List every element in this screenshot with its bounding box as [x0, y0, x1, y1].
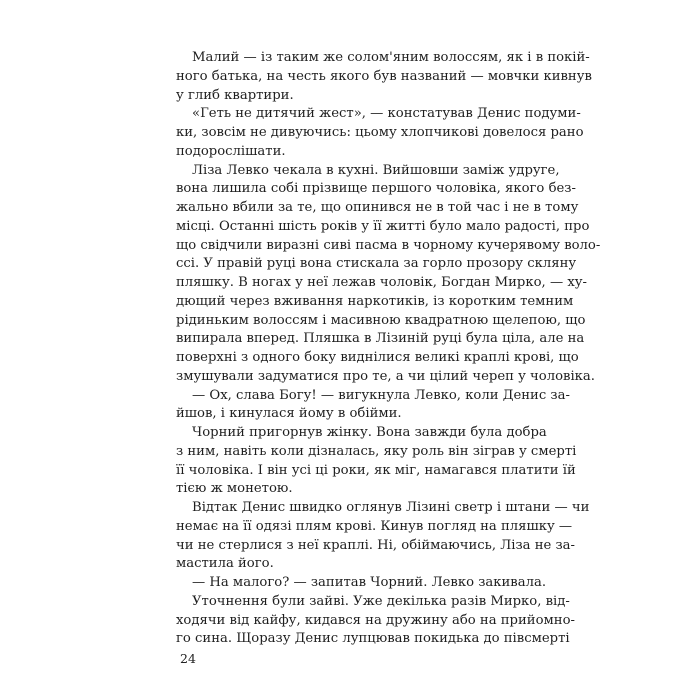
- text-line: го сина. Щоразу Денис лупцював покидька до півсмерті: [176, 631, 570, 647]
- text-line: Ліза Левко чекала в кухні. Вийшовши заміж удруге,: [192, 162, 560, 178]
- text-line: що свідчили виразні сиві пасма в чорному кучерявому воло-: [176, 237, 601, 253]
- text-line: Уточнення були зайві. Уже декілька разів Мирко, від-: [192, 593, 570, 609]
- text-line: з ним, навіть коли дізналась, яку роль він зіграв у смерті: [176, 443, 577, 459]
- text-line: — Ох, слава Богу! — вигукнула Левко, коли Денис за-: [192, 387, 570, 403]
- page-number: 24: [180, 651, 196, 666]
- text-line: випирала вперед. Пляшка в Лізиній руці була ціла, але на: [176, 331, 585, 347]
- text-line: «Геть не дитячий жест», — констатував Денис подуми-: [192, 106, 581, 122]
- text-line: Чорний пригорнув жінку. Вона завжди була добра: [192, 425, 547, 440]
- text-line: пляшку. В ногах у неї лежав чоловік, Богдан Мирко, — ху-: [176, 275, 587, 290]
- text-line: вона лишила собі прізвище першого чоловіка, якого без-: [176, 181, 576, 197]
- text-line: подорослішати.: [176, 143, 286, 159]
- text-line: мастила його.: [176, 556, 274, 572]
- text-line: чи не стерлися з неї краплі. Ні, обіймаючись, Ліза не за-: [176, 537, 575, 553]
- text-line: жально вбили за те, що опинився не в той час і не в тому: [176, 200, 579, 215]
- text-line: Відтак Денис швидко оглянув Лізині светр і штани — чи: [192, 500, 590, 515]
- text-line: — На малого? — запитав Чорний. Левко закивала.: [192, 575, 547, 590]
- text-line: рідиньким волоссям і масивною квадратною щелепою, що: [176, 312, 586, 328]
- text-line: її чоловіка. І він усі ці роки, як міг, намагався платити їй: [176, 462, 576, 478]
- text-line: немає на її одязі плям крові. Кинув погляд на пляшку —: [176, 518, 573, 534]
- text-line: у глиб квартири.: [176, 87, 294, 103]
- text-line: змушували задуматися про те, а чи цілий череп у чоловіка.: [176, 368, 595, 384]
- body-text: [176, 49, 601, 649]
- text-line: ссі. У правій руці вона стискала за горло прозору скляну: [176, 256, 577, 272]
- text-line: місці. Останні шість років у її житті було мало радості, про: [176, 218, 590, 234]
- text-line: йшов, і кинулася йому в обійми.: [176, 406, 402, 422]
- text-line: Малий — із таким же солом'яним волоссям, як і в покій-: [192, 50, 590, 65]
- text-line: ки, зовсім не дивуючись: цьому хлопчикові довелося рано: [176, 125, 584, 140]
- text-line: ного батька, на честь якого був названий — мовчки кивнув: [176, 68, 592, 84]
- text-line: ходячи від кайфу, кидався на дружину або на прийомно-: [176, 612, 575, 628]
- text-line: дющий через вживання наркотиків, із коротким темним: [176, 293, 574, 309]
- text-line: поверхні з одного боку виднілися великі краплі крові, що: [176, 350, 579, 365]
- text-line: тією ж монетою.: [176, 481, 293, 497]
